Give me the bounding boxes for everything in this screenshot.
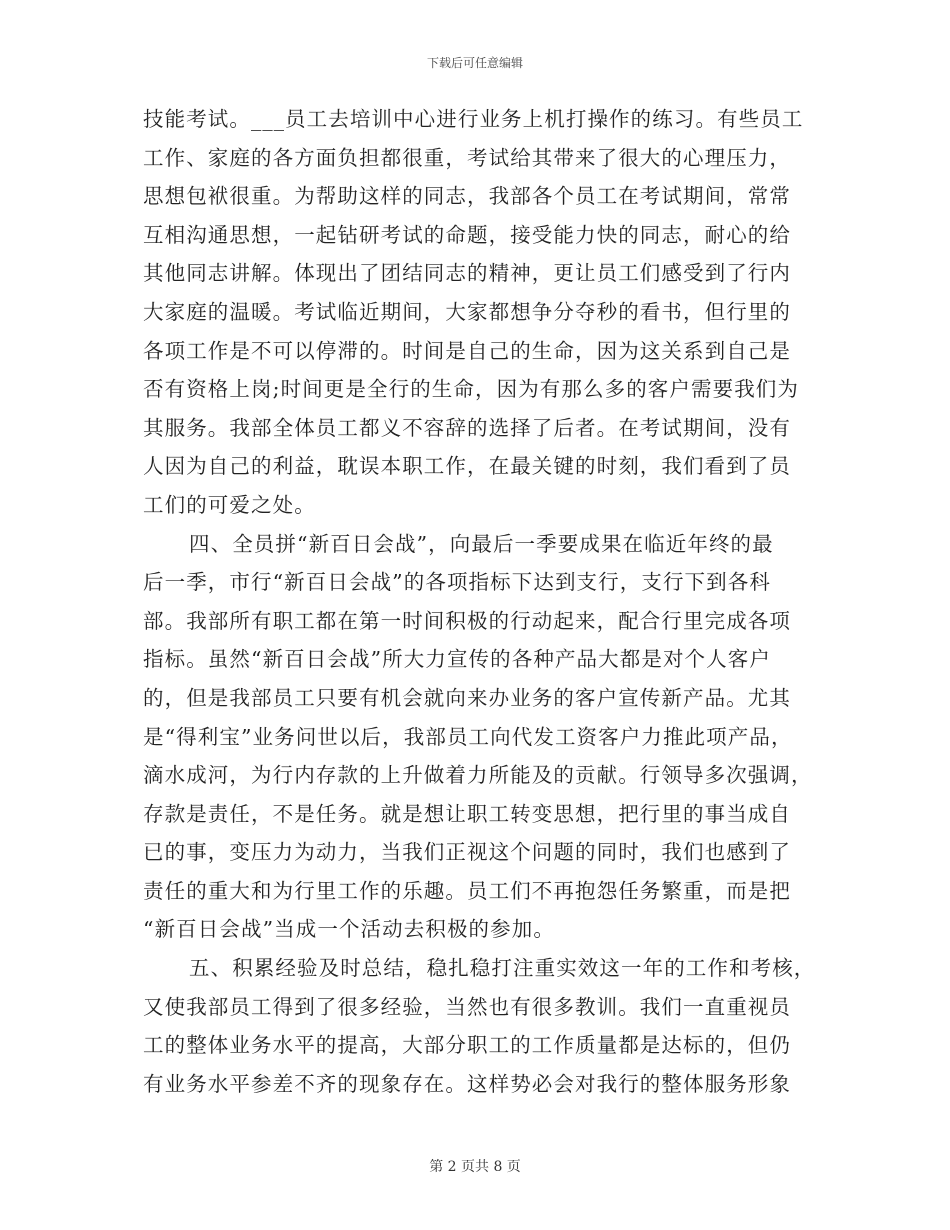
text-line: 部。我部所有职工都在第一时间积极的行动起来，配合行里完成各项 [143, 608, 791, 633]
text-line: 工们的可爱之处。 [143, 492, 316, 517]
text-line: “新百日会战”当成一个活动去积极的参加。 [143, 917, 555, 942]
text-line: 各项工作是不可以停滞的。时间是自己的生命，因为这关系到自己是 [143, 338, 791, 363]
text-line: 互相沟通思想，一起钻研考试的命题，接受能力快的同志，耐心的给 [143, 222, 791, 247]
page-header: 下载后可任意编辑 [426, 56, 523, 70]
text-line: 五、积累经验及时总结，稳扎稳打注重实效这一年的工作和考核， [189, 956, 816, 981]
text-line: 责任的重大和为行里工作的乐趣。员工们不再抱怨任务繁重，而是把 [143, 878, 791, 903]
text-line: 否有资格上岗;时间更是全行的生命，因为有那么多的客户需要我们为 [143, 377, 800, 402]
text-line: 的，但是我部员工只要有机会就向来办业务的客户宣传新产品。尤其 [143, 685, 791, 710]
text-line: 工作、家庭的各方面负担都很重，考试给其带来了很大的心理压力， [143, 145, 791, 170]
text-line: 有业务水平参差不齐的现象存在。这样势必会对我行的整体服务形象 [143, 1071, 791, 1096]
text-line: 大家庭的温暖。考试临近期间，大家都想争分夺秒的看书，但行里的 [143, 299, 791, 324]
text-line: 又使我部员工得到了很多经验，当然也有很多教训。我们一直重视员 [143, 994, 791, 1019]
text-line: 已的事，变压力为动力，当我们正视这个问题的同时，我们也感到了 [143, 840, 791, 865]
text-line: 后一季，市行“新百日会战”的各项指标下达到支行，支行下到各科 [143, 570, 771, 595]
text-line: 其他同志讲解。体现出了团结同志的精神，更让员工们感受到了行内 [143, 261, 791, 286]
document-body [143, 100, 816, 1103]
text-line: 滴水成河，为行内存款的上升做着力所能及的贡献。行领导多次强调， [143, 763, 813, 788]
text-line: 是“得利宝”业务问世以后，我部员工向代发工资客户力推此项产品， [143, 724, 793, 749]
text-line: 存款是责任，不是任务。就是想让职工转变思想，把行里的事当成自 [143, 801, 791, 826]
text-line: 思想包袱很重。为帮助这样的同志，我部各个员工在考试期间，常常 [143, 184, 791, 209]
text-line: 工的整体业务水平的提高，大部分职工的工作质量都是达标的，但仍 [143, 1033, 791, 1058]
text-line: 技能考试。___员工去培训中心进行业务上机打操作的练习。有些员工 [143, 107, 804, 131]
text-line: 人因为自己的利益，耽误本职工作，在最关键的时刻，我们看到了员 [143, 454, 791, 479]
text-line: 四、全员拼“新百日会战”，向最后一季要成果在临近年终的最 [189, 531, 774, 556]
text-line: 其服务。我部全体员工都义不容辞的选择了后者。在考试期间，没有 [143, 415, 791, 440]
text-line: 指标。虽然“新百日会战”所大力宣传的各种产品大都是对个人客户 [143, 647, 771, 672]
page-footer: 第 2 页共 8 页 [429, 1159, 521, 1175]
